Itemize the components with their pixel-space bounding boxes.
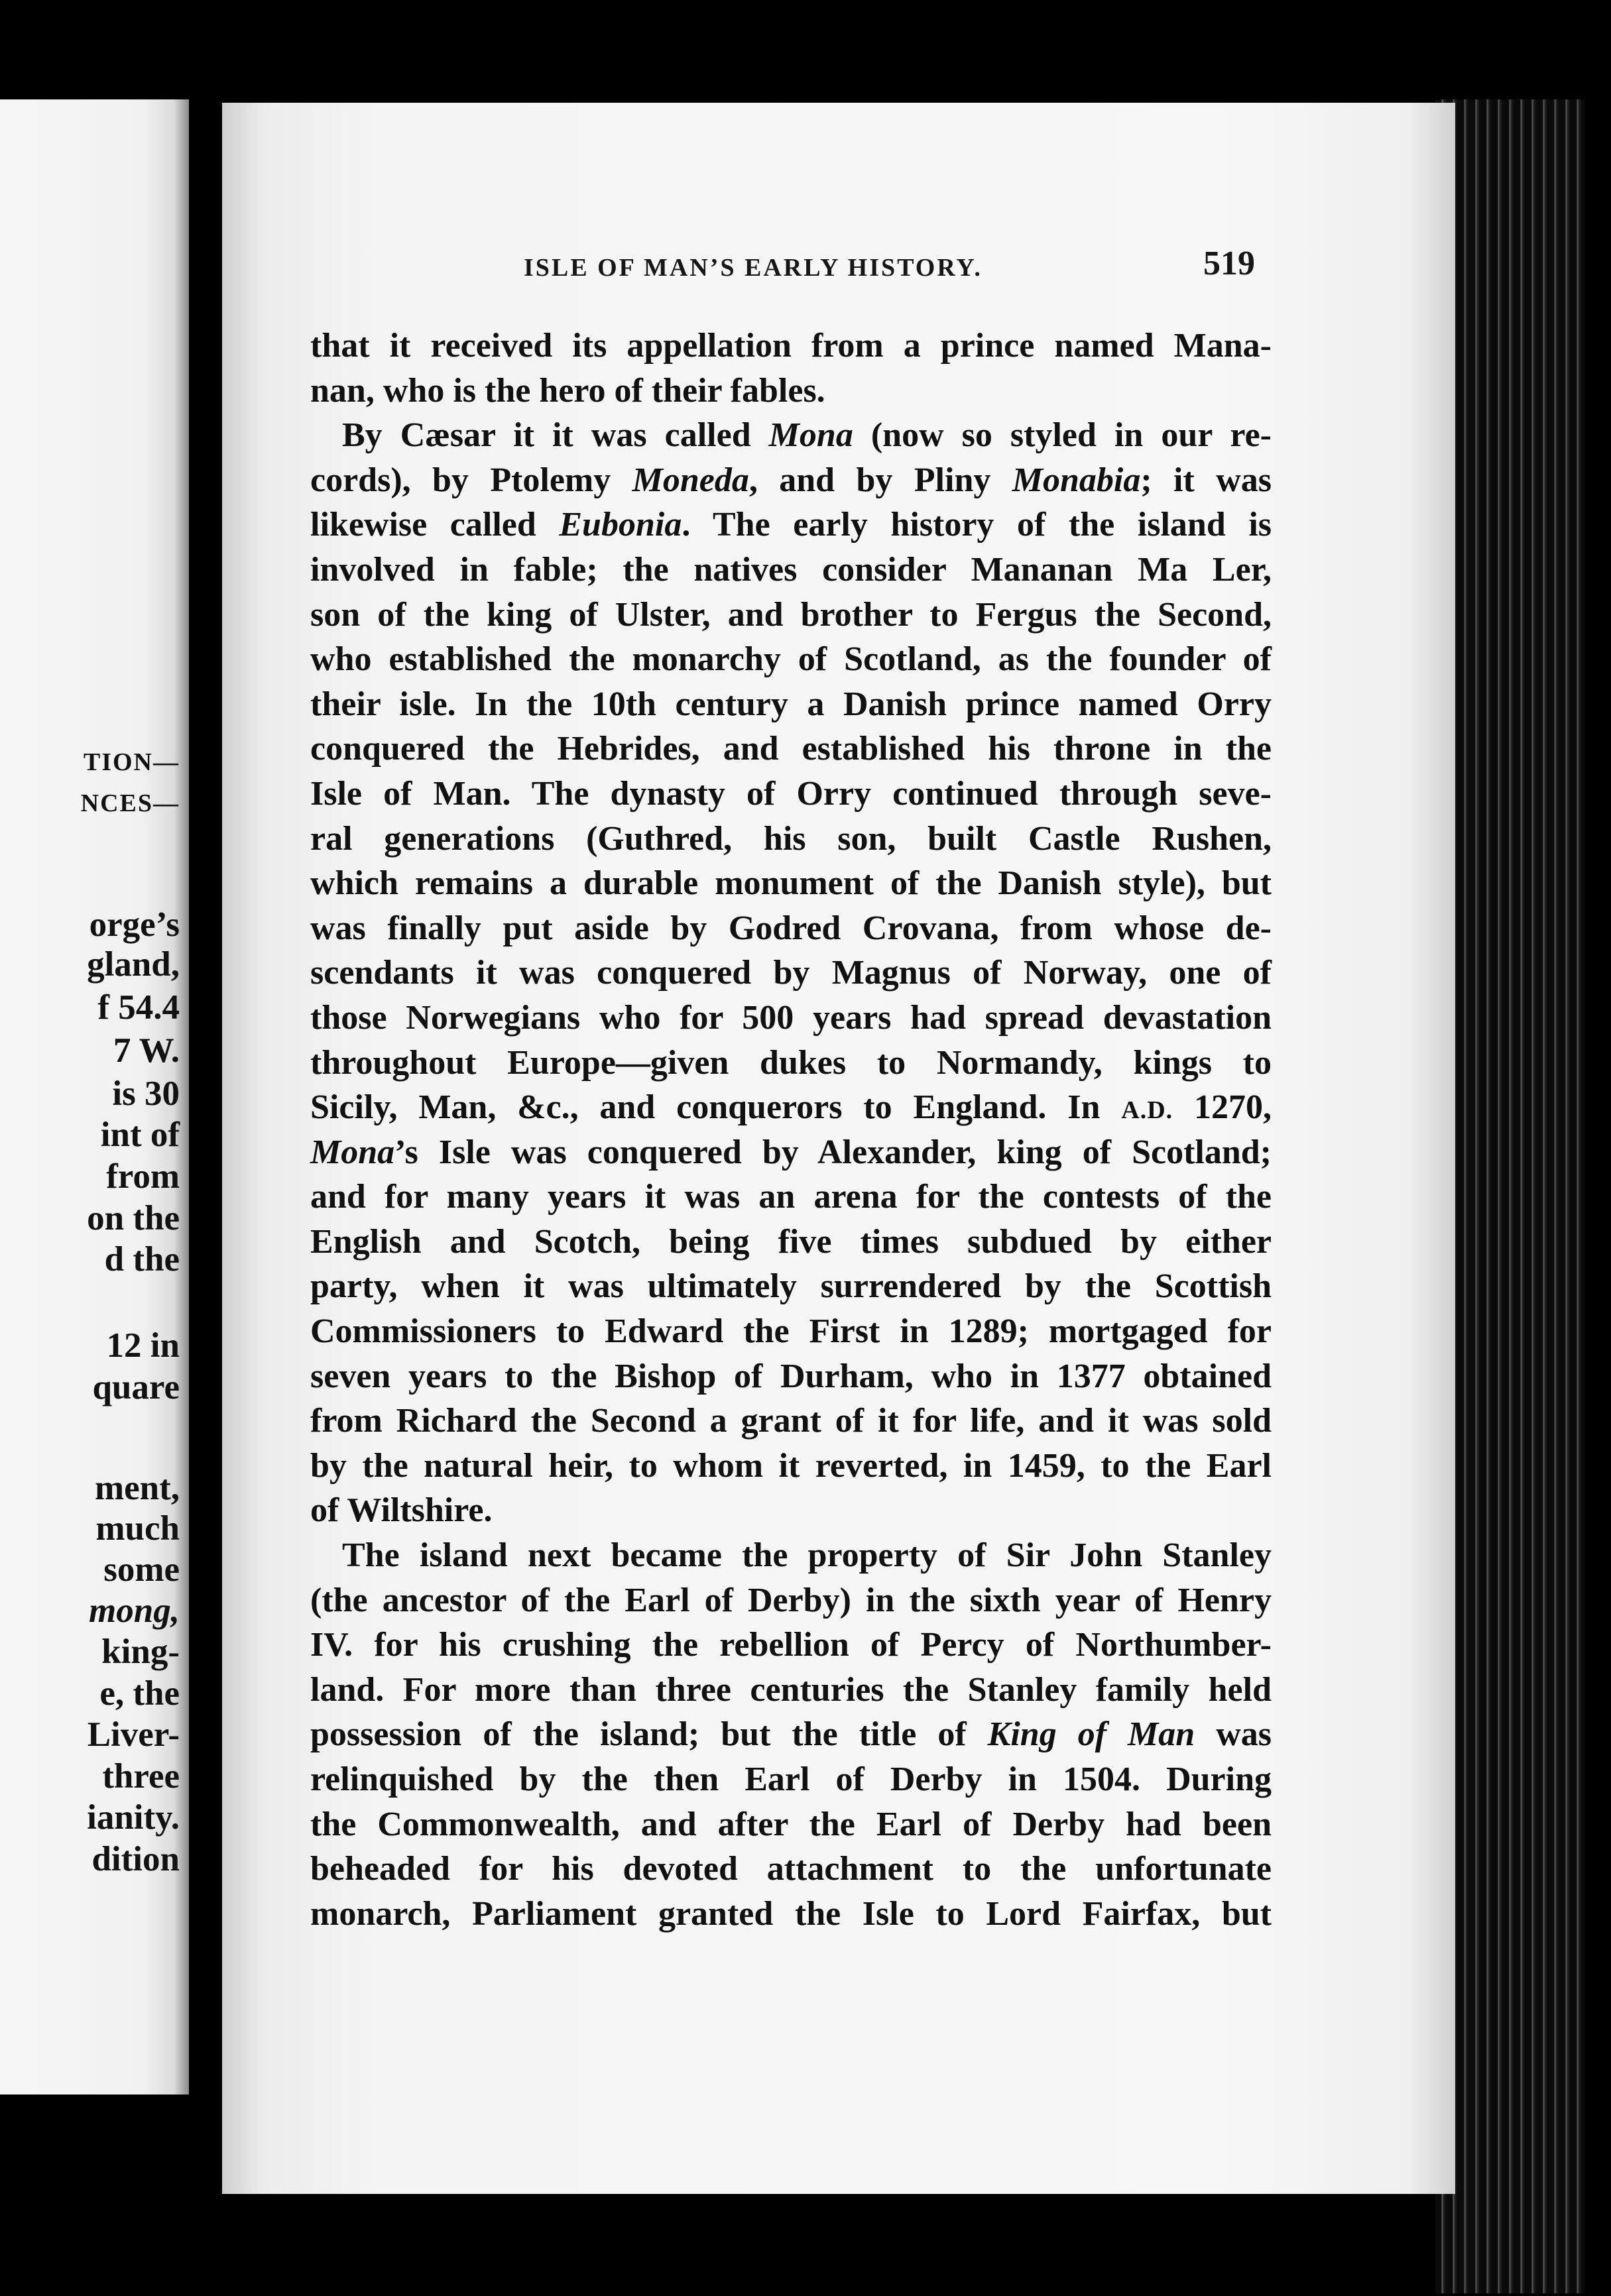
left-page-line: orge’s xyxy=(89,905,180,944)
text-line: Isle of Man. The dynasty of Orry continued through seve- xyxy=(310,774,1272,813)
text-line: likewise called Eubonia. The early history of the island is xyxy=(310,506,1272,544)
text-line: son of the king of Ulster, and brother to Fergus the Second, xyxy=(310,595,1272,634)
text-line: seven years to the Bishop of Durham, who in 1377 obtained xyxy=(310,1357,1272,1395)
left-page-line: TION— xyxy=(83,748,180,776)
text-line: who established the monarchy of Scotland, as the founder of xyxy=(310,640,1272,679)
text-line: throughout Europe—given dukes to Normandy, kings to xyxy=(310,1043,1272,1082)
text-line: was finally put aside by Godred Crovana, from whose de- xyxy=(310,909,1272,947)
text-line: monarch, Parliament granted the Isle to Lord Fairfax, but xyxy=(310,1894,1272,1933)
text-line: of Wiltshire. xyxy=(310,1491,493,1530)
text-line: beheaded for his devoted attachment to the unfortunate xyxy=(310,1850,1272,1888)
text-line: the Commonwealth, and after the Earl of Derby had been xyxy=(310,1805,1272,1843)
left-page-line: f 54.4 xyxy=(97,988,180,1027)
text-line: The island next became the property of Sir John Stanley xyxy=(342,1536,1272,1575)
text-line: IV. for his crushing the rebellion of Percy of Northumber- xyxy=(310,1626,1272,1664)
text-line: nan, who is the hero of their fables. xyxy=(310,371,825,410)
left-page-line: e, the xyxy=(99,1674,180,1713)
left-page-line: much xyxy=(95,1509,180,1548)
left-page-line: on the xyxy=(87,1199,180,1237)
text-line: (the ancestor of the Earl of Derby) in the sixth year of Henry xyxy=(310,1581,1272,1619)
text-line: those Norwegians who for 500 years had spread devastation xyxy=(310,998,1272,1037)
left-page-line: ment, xyxy=(94,1469,180,1507)
left-page-line: three xyxy=(102,1757,180,1796)
left-page-line: ianity. xyxy=(87,1798,180,1837)
text-line: Commissioners to Edward the First in 1289; mortgaged for xyxy=(310,1312,1272,1351)
text-line: conquered the Hebrides, and established his throne in the xyxy=(310,730,1272,768)
text-line: ral generations (Guthred, his son, built Castle Rushen, xyxy=(310,819,1272,858)
left-page-line: NCES— xyxy=(80,789,180,817)
left-page-line: from xyxy=(106,1157,180,1196)
text-line: English and Scotch, being five times subdued by either xyxy=(310,1222,1272,1261)
text-line: Sicily, Man, &c., and conquerors to England. In A.D. 1270, xyxy=(310,1088,1272,1127)
running-head xyxy=(295,247,1256,293)
left-page-line: dition xyxy=(91,1840,180,1878)
text-line: party, when it was ultimately surrendered by the Scottish xyxy=(310,1267,1272,1306)
text-line: and for many years it was an arena for the contests of the xyxy=(310,1178,1272,1216)
text-line: cords), by Ptolemy Moneda, and by Pliny Monabia; it was xyxy=(310,461,1272,499)
text-line: By Cæsar it it was called Mona (now so styled in our re- xyxy=(342,416,1272,455)
text-line: by the natural heir, to whom it reverted, in 1459, to the Earl xyxy=(310,1446,1272,1485)
left-page-line: king- xyxy=(101,1633,180,1671)
left-page-line: is 30 xyxy=(112,1074,180,1113)
left-page-line: gland, xyxy=(87,945,180,984)
text-line: land. For more than three centuries the Stanley family held xyxy=(310,1670,1272,1709)
left-page-line: some xyxy=(103,1550,180,1589)
text-line: Mona’s Isle was conquered by Alexander, king of Scotland; xyxy=(310,1133,1272,1171)
page-edges xyxy=(1435,99,1584,2293)
left-page-line: 7 W. xyxy=(113,1031,180,1070)
left-page-line: Liver- xyxy=(87,1715,180,1754)
text-line: possession of the island; but the title of King of Man was xyxy=(310,1715,1272,1754)
page-number: 519 xyxy=(1203,245,1255,282)
left-page-line: 12 in xyxy=(106,1326,180,1365)
body-text xyxy=(310,323,1272,1936)
left-facing-page xyxy=(0,99,189,2095)
left-page-line: int of xyxy=(100,1116,180,1154)
text-line: scendants it was conquered by Magnus of Norway, one of xyxy=(310,954,1272,992)
text-line: which remains a durable monument of the Danish style), but xyxy=(310,864,1272,903)
text-line: that it received its appellation from a prince named Mana- xyxy=(310,327,1272,365)
text-line: relinquished by the then Earl of Derby in 1504. During xyxy=(310,1760,1272,1798)
text-line: their isle. In the 10th century a Danish prince named Orry xyxy=(310,685,1272,723)
running-title: ISLE OF MAN’S EARLY HISTORY. xyxy=(524,254,983,282)
text-line: from Richard the Second a grant of it for life, and it was sold xyxy=(310,1402,1272,1440)
left-page-line: quare xyxy=(92,1368,180,1406)
text-line: involved in fable; the natives consider Mananan Ma Ler, xyxy=(310,550,1272,589)
left-page-line: d the xyxy=(104,1240,180,1279)
left-page-line: mong, xyxy=(89,1591,180,1630)
